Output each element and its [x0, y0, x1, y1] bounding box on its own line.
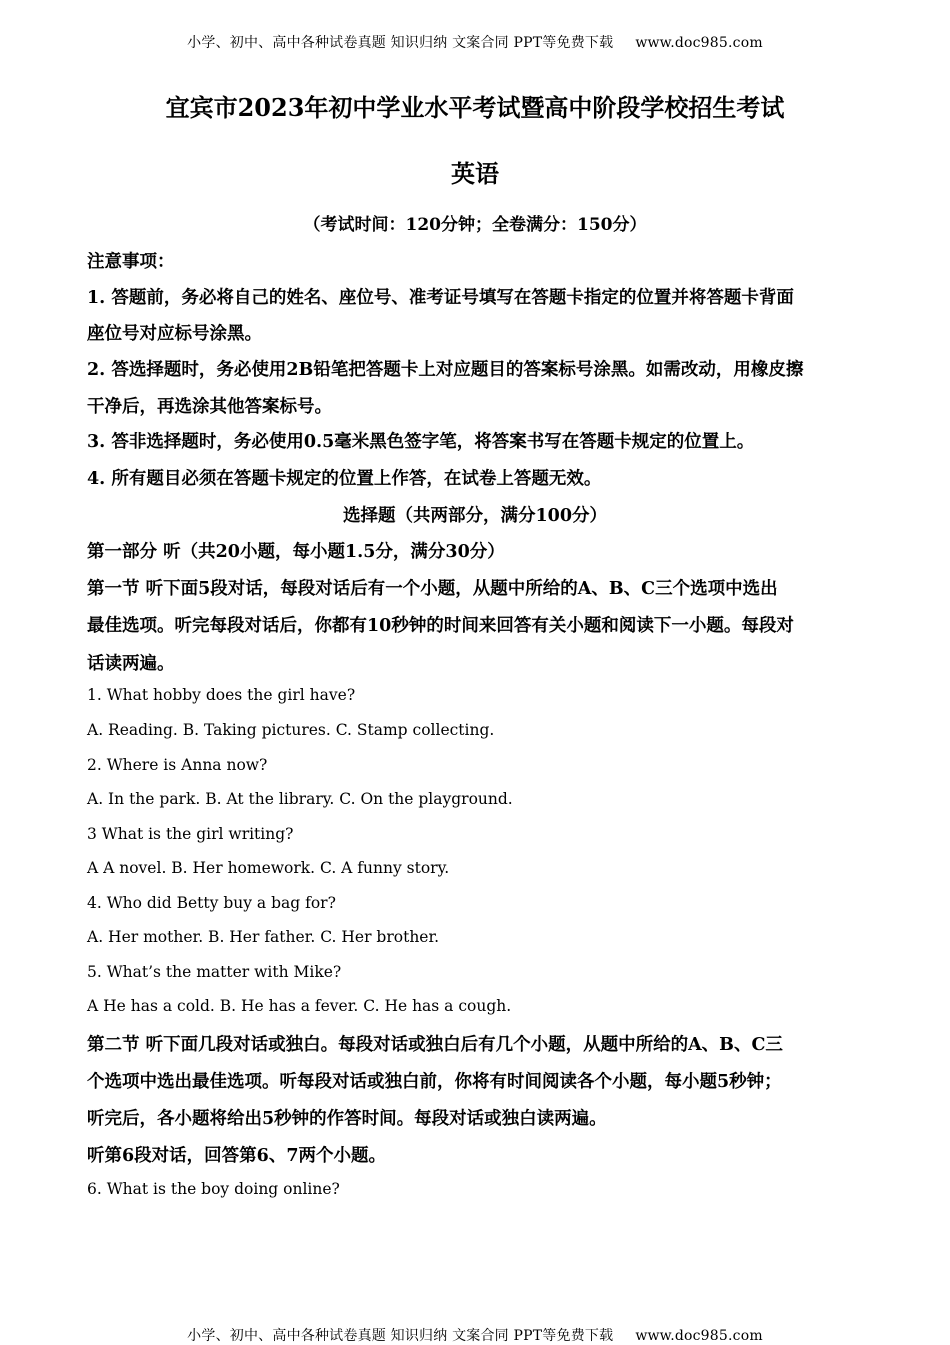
section-2-instructions-line-3: 听完后，各小题将给出5秒钟的作答时间。每段对话或独白读两遍。 — [87, 1109, 607, 1129]
part-1-heading: 第一部分 听（共20小题，每小题1.5分，满分30分） — [87, 542, 505, 562]
footer-text: 小学、初中、高中各种试卷真题 知识归纳 文案合同 PPT等免费下载 — [187, 1328, 614, 1344]
note-1-line-2: 座位号对应标号涂黑。 — [87, 324, 262, 344]
question-2-options: A. In the park. B. At the library. C. On the playground. — [87, 790, 513, 808]
subject-title: 英语 — [451, 159, 499, 188]
note-3: 3. 答非选择题时，务必使用0.5毫米黑色签字笔，将答案书写在答题卡规定的位置上。 — [87, 432, 755, 452]
note-2-line-2: 干净后，再选涂其他答案标号。 — [87, 397, 332, 417]
note-1-line-1: 1. 答题前，务必将自己的姓名、座位号、准考证号填写在答题卡指定的位置并将答题卡背面 — [87, 288, 794, 308]
question-1: 1. What hobby does the girl have? — [87, 686, 356, 704]
question-1-options: A. Reading. B. Taking pictures. C. Stamp collecting. — [87, 721, 495, 739]
footer-url-link[interactable]: www.doc985.com — [635, 1328, 763, 1344]
section-1-instructions-line-2: 最佳选项。听完每段对话后，你都有10秒钟的时间来回答有关小题和阅读下一小题。每段对 — [87, 616, 794, 636]
header-text: 小学、初中、高中各种试卷真题 知识归纳 文案合同 PPT等免费下载 — [187, 35, 614, 51]
exam-title: 宜宾市2023年初中学业水平考试暨高中阶段学校招生考试 — [165, 93, 785, 122]
question-4: 4. Who did Betty buy a bag for? — [87, 894, 336, 912]
section-2-instructions-line-1: 第二节 听下面几段对话或独白。每段对话或独白后有几个小题，从题中所给的A、B、C三 — [87, 1035, 783, 1055]
section-heading: 选择题（共两部分，满分100分） — [342, 506, 608, 526]
notes-heading: 注意事项： — [87, 252, 175, 272]
section-1-instructions-line-3: 话读两遍。 — [87, 654, 175, 674]
question-5-options: A He has a cold. B. He has a fever. C. He has a cough. — [87, 997, 512, 1015]
page-footer — [0, 1325, 950, 1345]
question-2: 2. Where is Anna now? — [87, 756, 268, 774]
section-1-instructions-line-1: 第一节 听下面5段对话，每段对话后有一个小题，从题中所给的A、B、C三个选项中选出 — [87, 579, 778, 599]
page-header — [0, 32, 950, 52]
header-url-link[interactable]: www.doc985.com — [635, 35, 763, 51]
section-2-instructions-line-2: 个选项中选出最佳选项。听每段对话或独白前，你将有时间阅读各个小题，每小题5秒钟； — [87, 1072, 782, 1092]
dialog-6-heading: 听第6段对话，回答第6、7两个小题。 — [87, 1146, 387, 1166]
question-5: 5. What’s the matter with Mike? — [87, 963, 342, 981]
question-3-options: A A novel. B. Her homework. C. A funny story. — [87, 859, 450, 877]
question-3: 3 What is the girl writing? — [87, 825, 294, 843]
question-6: 6. What is the boy doing online? — [87, 1180, 340, 1198]
note-2-line-1: 2. 答选择题时，务必使用2B铅笔把答题卡上对应题目的答案标号涂黑。如需改动，用橡皮擦 — [87, 360, 804, 380]
question-4-options: A. Her mother. B. Her father. C. Her brother. — [87, 928, 440, 946]
note-4: 4. 所有题目必须在答题卡规定的位置上作答，在试卷上答题无效。 — [87, 469, 602, 489]
exam-info: （考试时间：120分钟；全卷满分：150分） — [303, 215, 647, 235]
